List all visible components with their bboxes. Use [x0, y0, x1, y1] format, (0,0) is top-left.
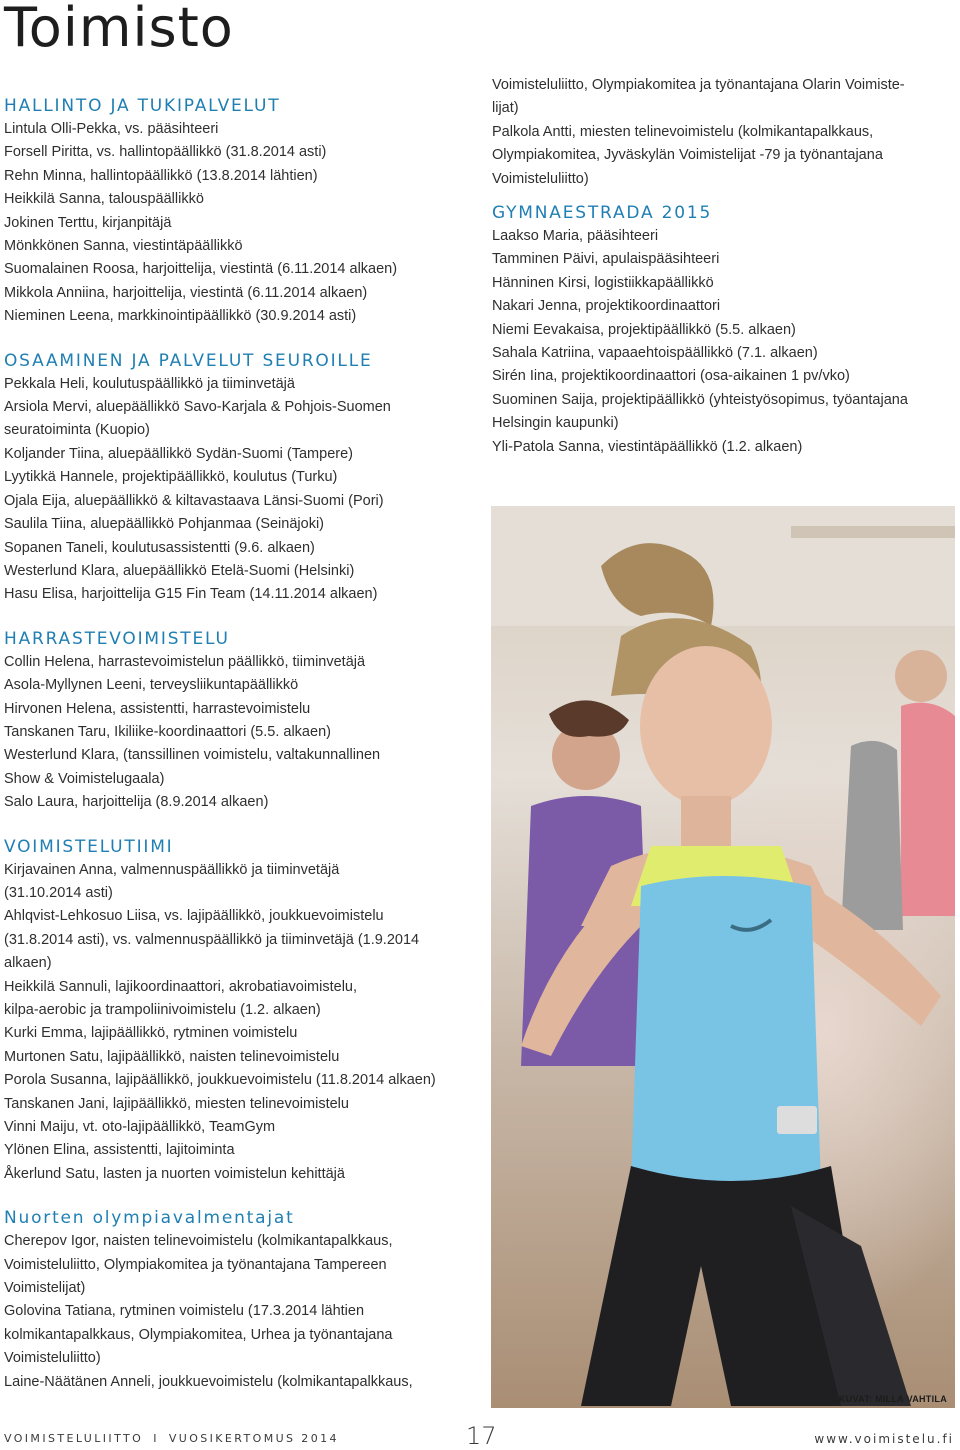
background-person-grey [841, 741, 903, 930]
page-title: Toimisto [4, 0, 234, 59]
footer-separator: I [153, 1432, 159, 1445]
dancer-face [640, 646, 772, 806]
staff-line: Cherepov Igor, naisten telinevoimistelu (kolmikantapalkkaus, [4, 1233, 393, 1250]
staff-line: Ojala Eija, aluepäällikkö & kiltavastaava Länsi-Suomi (Pori) [4, 492, 384, 509]
staff-line: Sopanen Taneli, koulutusassistentti (9.6. alkaen) [4, 539, 315, 556]
section-heading: HARRASTEVOIMISTELU [4, 628, 230, 649]
section-nuorten-olympiavalmentajat [4, 1208, 474, 1394]
staff-list [4, 118, 474, 329]
right-column [492, 74, 954, 481]
staff-line: (31.8.2014 asti), vs. valmennuspäällikkö ja tiiminvetäjä (1.9.2014 [4, 931, 420, 948]
staff-line: Heikkilä Sanna, talouspäällikkö [4, 191, 204, 208]
staff-line: Murtonen Satu, lajipäällikkö, naisten telinevoimistelu [4, 1048, 340, 1065]
staff-line: Hänninen Kirsi, logistiikkapäällikkö [492, 274, 714, 291]
gym-beam [791, 526, 955, 538]
footer-report: VUOSIKERTOMUS 2014 [168, 1432, 339, 1445]
staff-line: Vinni Maiju, vt. oto-lajipäällikkö, TeamGym [4, 1119, 276, 1136]
staff-line: Suominen Saija, projektipäällikkö (yhteistyösopimus, työantajana [492, 391, 908, 408]
staff-line: Tanskanen Jani, lajipäällikkö, miesten telinevoimistelu [4, 1095, 349, 1112]
staff-line: Åkerlund Satu, lasten ja nuorten voimistelun kehittäjä [4, 1165, 345, 1182]
section-gymnaestrada [492, 203, 954, 459]
gymnastics-photo [491, 506, 955, 1408]
staff-line: Kurki Emma, lajipäällikkö, rytminen voimistelu [4, 1025, 298, 1042]
staff-list [4, 859, 474, 1187]
staff-line: Laakso Maria, pääsihteeri [492, 228, 659, 245]
staff-line: Porola Susanna, lajipäällikkö, joukkuevoimistelu (11.8.2014 alkaen) [4, 1072, 436, 1089]
staff-line: Koljander Tiina, aluepäällikkö Sydän-Suomi (Tampere) [4, 445, 353, 462]
staff-list [4, 651, 474, 815]
continued-staff-list [492, 74, 954, 191]
staff-line: Helsingin kaupunki) [492, 415, 619, 432]
staff-line: kolmikantapalkkaus, Olympiakomitea, Urhea ja työnantajana [4, 1326, 393, 1343]
staff-line: Yli-Patola Sanna, viestintäpäällikkö (1.2. alkaen) [492, 438, 803, 455]
staff-line: Voimisteluliitto, Olympiakomitea ja työnantajana Olarin Voimiste- [492, 77, 905, 93]
staff-line: Sirén Iina, projektikoordinaattori (osa-aikainen 1 pv/vko) [492, 368, 850, 385]
staff-line: kilpa-aerobic ja trampoliinivoimistelu (1.2. alkaen) [4, 1002, 321, 1018]
section-heading: Nuorten olympiavalmentajat [4, 1208, 295, 1229]
section-heading: OSAAMINEN JA PALVELUT SEUROILLE [4, 350, 373, 371]
staff-line: alkaen) [4, 955, 52, 972]
footer-publication [4, 1432, 339, 1445]
staff-line: Saulila Tiina, aluepäällikkö Pohjanmaa (Seinäjoki) [4, 516, 324, 533]
staff-line: Voimisteluliitto, Olympiakomitea ja työnantajana Tampereen [4, 1256, 387, 1273]
staff-line: Rehn Minna, hallintopäällikkö (13.8.2014 lähtien) [4, 167, 318, 184]
staff-line: Niemi Eevakaisa, projektipäällikkö (5.5. alkaen) [492, 321, 796, 338]
section-hallinto [4, 96, 474, 329]
staff-line: Tanskanen Taru, Ikiliike-koordinaattori (5.5. alkaen) [4, 723, 331, 740]
staff-line: Forsell Piritta, vs. hallintopäällikkö (31.8.2014 asti) [4, 144, 327, 161]
section-voimistelutiimi [4, 837, 474, 1187]
background-person-pink [901, 703, 955, 916]
background-woman-hair [549, 700, 629, 737]
staff-line: Arsiola Mervi, aluepäällikkö Savo-Karjala & Pohjois-Suomen [4, 399, 391, 416]
dancer-illustration [491, 506, 955, 1408]
staff-line: Golovina Tatiana, rytminen voimistelu (17.3.2014 lähtien [4, 1303, 365, 1320]
photo-credit: KUVAT: MILLA VAHTILA [838, 1394, 947, 1404]
dancer-neck [681, 796, 731, 846]
staff-list [4, 1230, 474, 1394]
staff-line: Hasu Elisa, harjoittelija G15 Fin Team (14.11.2014 alkaen) [4, 586, 378, 603]
staff-line: Kirjavainen Anna, valmennuspäällikkö ja tiiminvetäjä [4, 861, 340, 878]
page-number: 17 [466, 1422, 497, 1450]
staff-line: Olympiakomitea, Jyväskylän Voimistelijat -79 ja työnantajana [492, 147, 883, 164]
trousers-logo-patch [777, 1106, 817, 1134]
staff-line: Voimisteluliitto) [4, 1350, 101, 1367]
staff-line: Nakari Jenna, projektikoordinaattori [492, 298, 721, 315]
gym-wall [491, 506, 955, 626]
staff-line: Voimisteluliitto) [492, 170, 589, 187]
staff-line: Mikkola Anniina, harjoittelija, viestintä (6.11.2014 alkaen) [4, 284, 368, 301]
staff-line: seuratoiminta (Kuopio) [4, 422, 150, 439]
left-column [4, 96, 474, 1416]
section-heading: HALLINTO JA TUKIPALVELUT [4, 96, 281, 116]
staff-line: Tamminen Päivi, apulaispääsihteeri [492, 251, 720, 268]
staff-line: Nieminen Leena, markkinointipäällikkö (30.9.2014 asti) [4, 308, 357, 325]
staff-line: Voimistelijat) [4, 1280, 86, 1297]
staff-line: Pekkala Heli, koulutuspäällikkö ja tiiminvetäjä [4, 375, 295, 392]
staff-line: Laine-Näätänen Anneli, joukkuevoimistelu (kolmikantapalkkaus, [4, 1373, 413, 1390]
staff-line: Lintula Olli-Pekka, vs. pääsihteeri [4, 121, 219, 137]
dancer-tank-top [631, 876, 821, 1201]
staff-line: Jokinen Terttu, kirjanpitäjä [4, 214, 172, 231]
staff-line: (31.10.2014 asti) [4, 884, 113, 901]
staff-line: Ahlqvist-Lehkosuo Liisa, vs. lajipäällikkö, joukkuevoimistelu [4, 908, 384, 925]
staff-list [492, 225, 954, 459]
page-footer [4, 1422, 954, 1450]
staff-line: Lyytikkä Hannele, projektipäällikkö, koulutus (Turku) [4, 469, 338, 486]
staff-line: Suomalainen Roosa, harjoittelija, viestintä (6.11.2014 alkaen) [4, 261, 398, 278]
section-heading: VOIMISTELUTIIMI [4, 836, 174, 857]
staff-line: Salo Laura, harjoittelija (8.9.2014 alkaen) [4, 794, 269, 811]
staff-line: Westerlund Klara, (tanssillinen voimistelu, valtakunnallinen [4, 747, 381, 764]
footer-org: VOIMISTELULIITTO [4, 1432, 144, 1445]
staff-line: Show & Voimistelugaala) [4, 770, 165, 787]
staff-line: Palkola Antti, miesten telinevoimistelu (kolmikantapalkkaus, [492, 123, 874, 140]
staff-line: Asola-Myllynen Leeni, terveysliikuntapäällikkö [4, 677, 299, 694]
staff-line: Heikkilä Sannuli, lajikoordinaattori, akrobatiavoimistelu, [4, 978, 358, 995]
staff-line: Ylönen Elina, assistentti, lajitoiminta [4, 1142, 235, 1159]
staff-line: Mönkkönen Sanna, viestintäpäällikkö [4, 238, 243, 255]
staff-line: lijat) [492, 100, 519, 117]
staff-list [4, 373, 474, 607]
section-harrastevoimistelu [4, 629, 474, 815]
staff-line: Westerlund Klara, aluepäällikkö Etelä-Suomi (Helsinki) [4, 562, 355, 579]
background-person-head [895, 650, 947, 702]
staff-line: Sahala Katriina, vapaaehtoispäällikkö (7.1. alkaen) [492, 345, 818, 362]
section-osaaminen [4, 351, 474, 607]
footer-url: www.voimistelu.fi [814, 1432, 954, 1446]
section-heading: GYMNAESTRADA 2015 [492, 203, 713, 224]
staff-line: Hirvonen Helena, assistentti, harrastevoimistelu [4, 700, 311, 717]
staff-line: Collin Helena, harrastevoimistelun päällikkö, tiiminvetäjä [4, 653, 366, 670]
